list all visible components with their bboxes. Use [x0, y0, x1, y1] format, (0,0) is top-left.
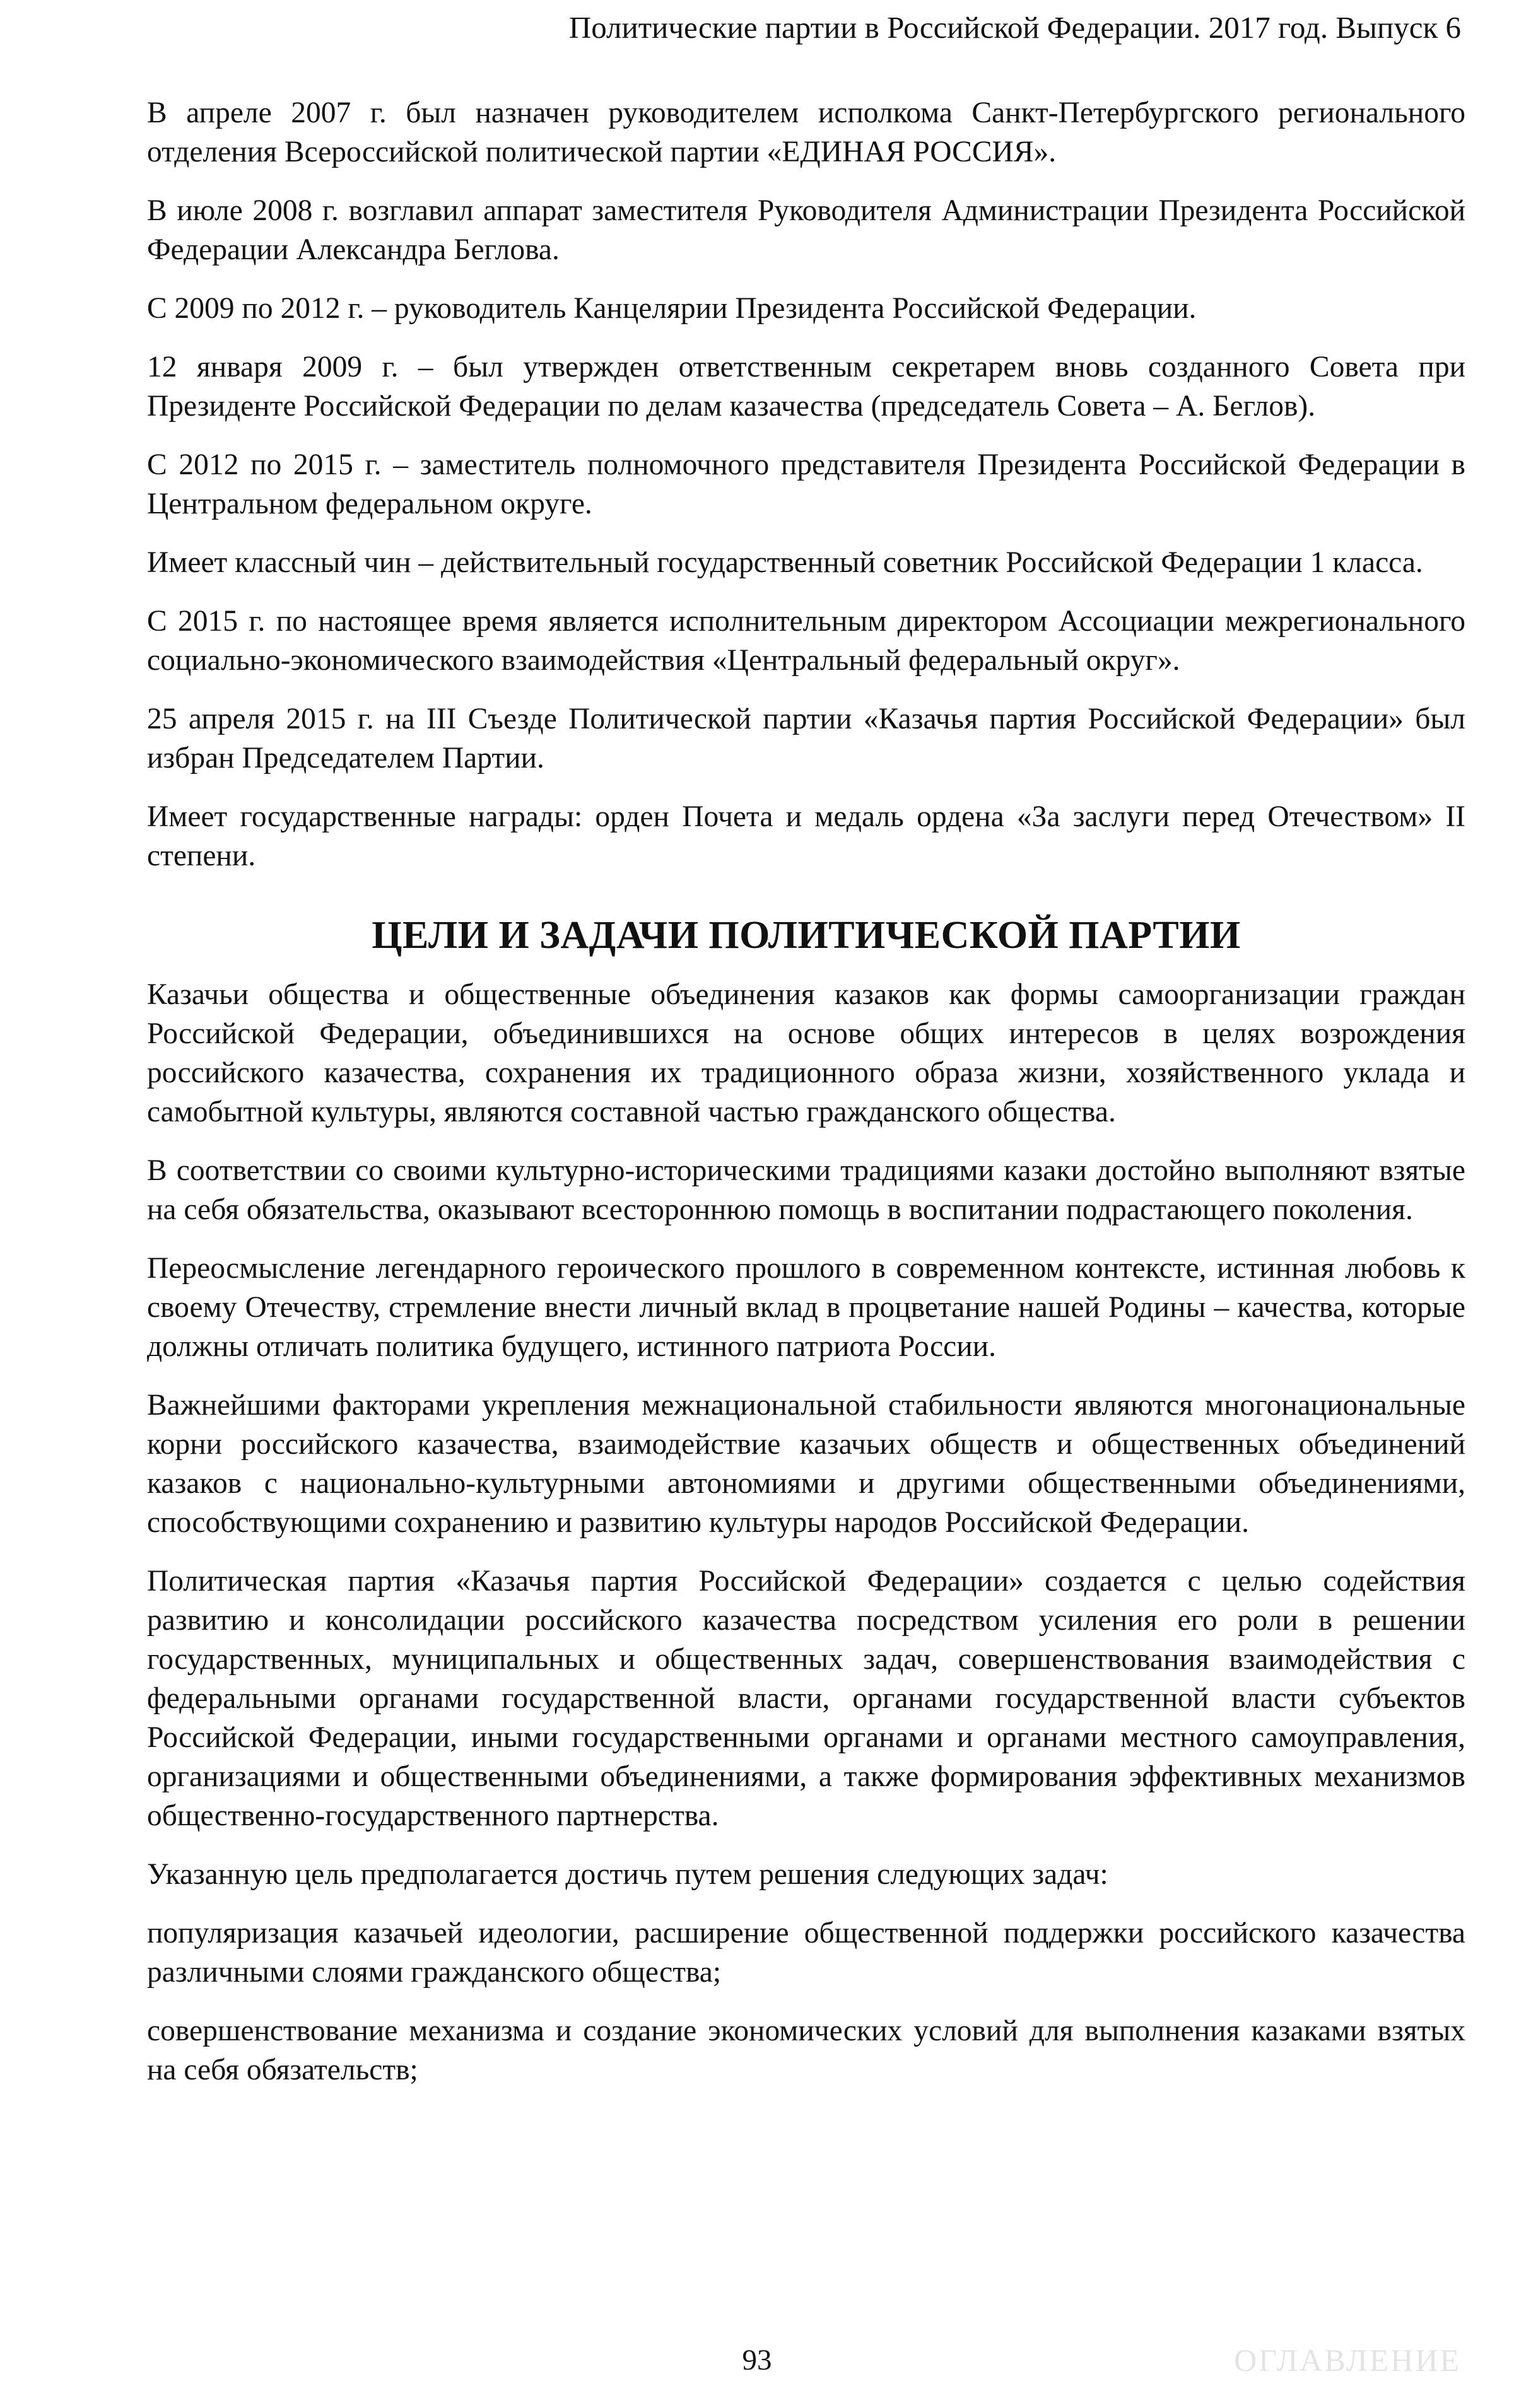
body-paragraph: Политическая партия «Казачья партия Российской Федерации» создается с целью содействия развитию и консолидации российского казачества посредством усиления его роли в решении государственных, муниципальных и общественных задач, совершенствования взаимодействия с федеральными органами государственной власти, органами государственной власти субъектов Российской Федерации, иными государственными органами и органами местного самоуправления, организациями и общественными объединениями, а также формирования эффективных механизмов общественно-государственного партнерства.	[147, 1565, 1465, 1832]
page-content	[147, 93, 1465, 2109]
running-header: Политические партии в Российской Федерации. 2017 год. Выпуск 6	[568, 10, 1461, 45]
bio-paragraph: Имеет классный чин – действительный государственный советник Российской Федерации 1 класса.	[147, 546, 1423, 579]
body-paragraph: совершенствование механизма и создание экономических условий для выполнения казаками взятых на себя обязательств;	[147, 2014, 1465, 2086]
section-heading: ЦЕЛИ И ЗАДАЧИ ПОЛИТИЧЕСКОЙ ПАРТИИ	[372, 914, 1241, 957]
body-paragraph: популяризация казачьей идеологии, расширение общественной поддержки российского казачества различными слоями гражданского общества;	[147, 1917, 1465, 1989]
table-of-contents-link[interactable]: ОГЛАВЛЕНИЕ	[1234, 2342, 1461, 2378]
body-paragraph: Переосмысление легендарного героического прошлого в современном контексте, истинная любовь к своему Отечеству, стремление внести личный вклад в процветание нашей Родины – качества, которые должны отличать политика будущего, истинного патриота России.	[147, 1252, 1465, 1363]
page-number: 93	[742, 2344, 772, 2376]
body-paragraph: Указанную цель предполагается достичь путем решения следующих задач:	[147, 1858, 1108, 1891]
body-paragraph: Казачьи общества и общественные объединения казаков как формы самоорганизации граждан Российской Федерации, объединившихся на основе общих интересов в целях возрождения российского казачества, сохранения их традиционного образа жизни, хозяйственного уклада и самобытной культуры, являются составной частью гражданского общества.	[147, 978, 1465, 1128]
bio-paragraph: Имеет государственные награды: орден Почета и медаль ордена «За заслуги перед Отечеством» II степени.	[147, 800, 1465, 872]
bio-paragraph: В апреле 2007 г. был назначен руководителем исполкома Санкт-Петербургского регионального отделения Всероссийской политической партии «ЕДИНАЯ РОССИЯ».	[147, 96, 1465, 168]
bio-paragraph: В июле 2008 г. возглавил аппарат заместителя Руководителя Администрации Президента Российской Федерации Александра Беглова.	[147, 194, 1465, 266]
bio-paragraph: 12 января 2009 г. – был утвержден ответственным секретарем вновь созданного Совета при Президенте Российской Федерации по делам казачества (председатель Совета – А. Беглов).	[147, 351, 1465, 423]
bio-paragraph: 25 апреля 2015 г. на III Съезде Политической партии «Казачья партия Российской Федерации» был избран Председателем Партии.	[147, 703, 1465, 774]
bio-paragraph: С 2015 г. по настоящее время является исполнительным директором Ассоциации межрегионального социально-экономического взаимодействия «Центральный федеральный округ».	[147, 605, 1465, 677]
bio-paragraph: С 2012 по 2015 г. – заместитель полномочного представителя Президента Российской Федерации в Центральном федеральном округе.	[147, 448, 1465, 520]
body-paragraph: В соответствии со своими культурно-историческими традициями казаки достойно выполняют взятые на себя обязательства, оказывают всестороннюю помощь в воспитании подрастающего поколения.	[147, 1154, 1465, 1226]
bio-paragraph: С 2009 по 2012 г. – руководитель Канцелярии Президента Российской Федерации.	[147, 292, 1197, 325]
body-paragraph: Важнейшими факторами укрепления межнациональной стабильности являются многонациональные корни российского казачества, взаимодействие казачьих обществ и общественных объединений казаков с национально-культурными автономиями и другими общественными объединениями, способствующими сохранению и развитию культуры народов Российской Федерации.	[147, 1389, 1465, 1539]
